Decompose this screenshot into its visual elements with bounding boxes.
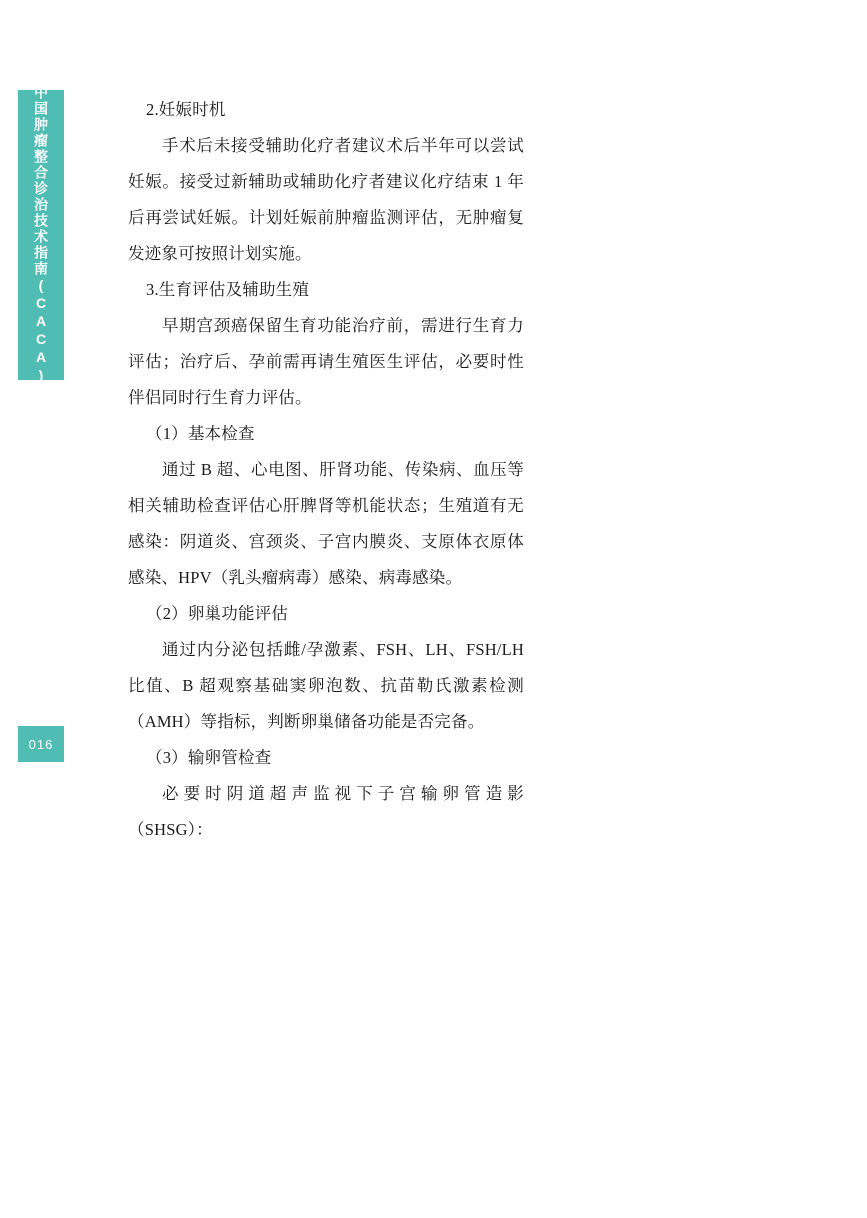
subsection-heading-ovarian-function: （2）卵巢功能评估 [146,604,289,623]
page-number-label: 016 [28,736,54,752]
paragraph-fertility-assessment: 早期宫颈癌保留生育功能治疗前，需进行生育力评估；治疗后、孕前需再请生殖医生评估，必要时性伴侣同时行生育力评估。 [128,316,524,407]
subsection-heading-basic-exam: （1）基本检查 [146,424,255,443]
side-tab-title: 中国肿瘤整合诊治技术指南(CACA) [33,85,49,385]
section-heading-pregnancy-timing: 2.妊娠时机 [146,100,226,119]
page-content [128,92,524,848]
page-number-badge [18,726,64,762]
paragraph-tubal-exam: 必要时阴道超声监视下子宫输卵管造影（SHSG）： [128,784,524,839]
section-heading-fertility-assessment: 3.生育评估及辅助生殖 [146,280,310,299]
paragraph-ovarian-function: 通过内分泌包括雌/孕激素、FSH、LH、FSH/LH 比值、B 超观察基础窦卵泡数、抗苗勒氏激素检测（AMH）等指标，判断卵巢储备功能是否完备。 [128,640,524,731]
subsection-heading-tubal-exam: （3）输卵管检查 [146,748,272,767]
side-tab-banner [18,85,64,385]
paragraph-pregnancy-timing: 手术后未接受辅助化疗者建议术后半年可以尝试妊娠。接受过新辅助或辅助化疗者建议化疗结束 1 年后再尝试妊娠。计划妊娠前肿瘤监测评估，无肿瘤复发迹象可按照计划实施。 [128,136,524,263]
paragraph-basic-exam: 通过 B 超、心电图、肝肾功能、传染病、血压等相关辅助检查评估心肝脾肾等机能状态；生殖道有无感染：阴道炎、宫颈炎、子宫内膜炎、支原体衣原体感染、HPV（乳头瘤病毒）感染、病毒感染。 [128,460,524,587]
